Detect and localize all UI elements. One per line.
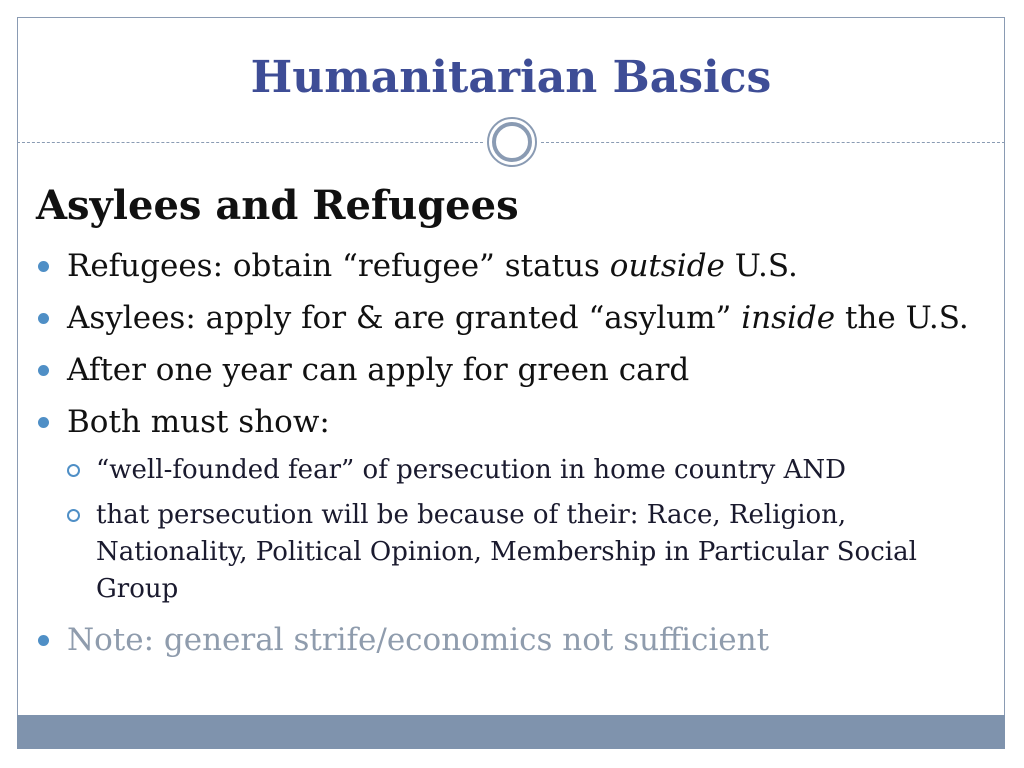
circle-ornament-icon: [485, 115, 539, 169]
bullet-dot-icon: [38, 417, 49, 428]
bullet-item-green-card: [36, 344, 996, 396]
note-text: Note: general strife/economics not sufficient: [67, 622, 770, 658]
bullet-text: After one year can apply for green card: [67, 352, 690, 388]
sub-bullet-item-grounds: [63, 497, 993, 608]
bullet-text-before: Asylees: apply for & are granted “asylum”: [67, 300, 742, 336]
bullet-dot-icon: [38, 365, 49, 376]
sub-bullet-ring-icon: [67, 464, 80, 477]
bullet-text: Both must show:: [67, 404, 330, 440]
title-divider-left: [17, 142, 483, 143]
footer-bar: [17, 715, 1005, 749]
bullet-dot-icon: [38, 635, 49, 646]
bullet-text-after: U.S.: [724, 248, 798, 284]
bullet-item-refugees: [36, 240, 996, 292]
sub-bullet-text: “well-founded fear” of persecution in home country AND: [96, 455, 846, 485]
bullet-item-note: [36, 614, 996, 666]
slide-title: Humanitarian Basics: [250, 52, 772, 103]
section-heading: Asylees and Refugees: [36, 182, 519, 229]
sub-bullet-text: that persecution will be because of their: Race, Religion, Nationality, Political Opinion, Membership in Particular Social Group: [96, 500, 917, 604]
note-list: [36, 614, 996, 666]
sub-bullet-item-fear: [63, 452, 993, 489]
bullet-text-before: Refugees: obtain “refugee” status: [67, 248, 610, 284]
bullet-text-after: the U.S.: [835, 300, 969, 336]
sub-bullet-list: [63, 452, 993, 616]
bullet-list: [36, 240, 996, 448]
bullet-text-italic: outside: [609, 248, 725, 284]
sub-bullet-ring-icon: [67, 509, 80, 522]
bullet-text-italic: inside: [741, 300, 836, 336]
bullet-item-both-must-show: [36, 396, 996, 448]
bullet-item-asylees: [36, 292, 996, 344]
title-divider-right: [541, 142, 1005, 143]
bullet-dot-icon: [38, 313, 49, 324]
bullet-dot-icon: [38, 261, 49, 272]
